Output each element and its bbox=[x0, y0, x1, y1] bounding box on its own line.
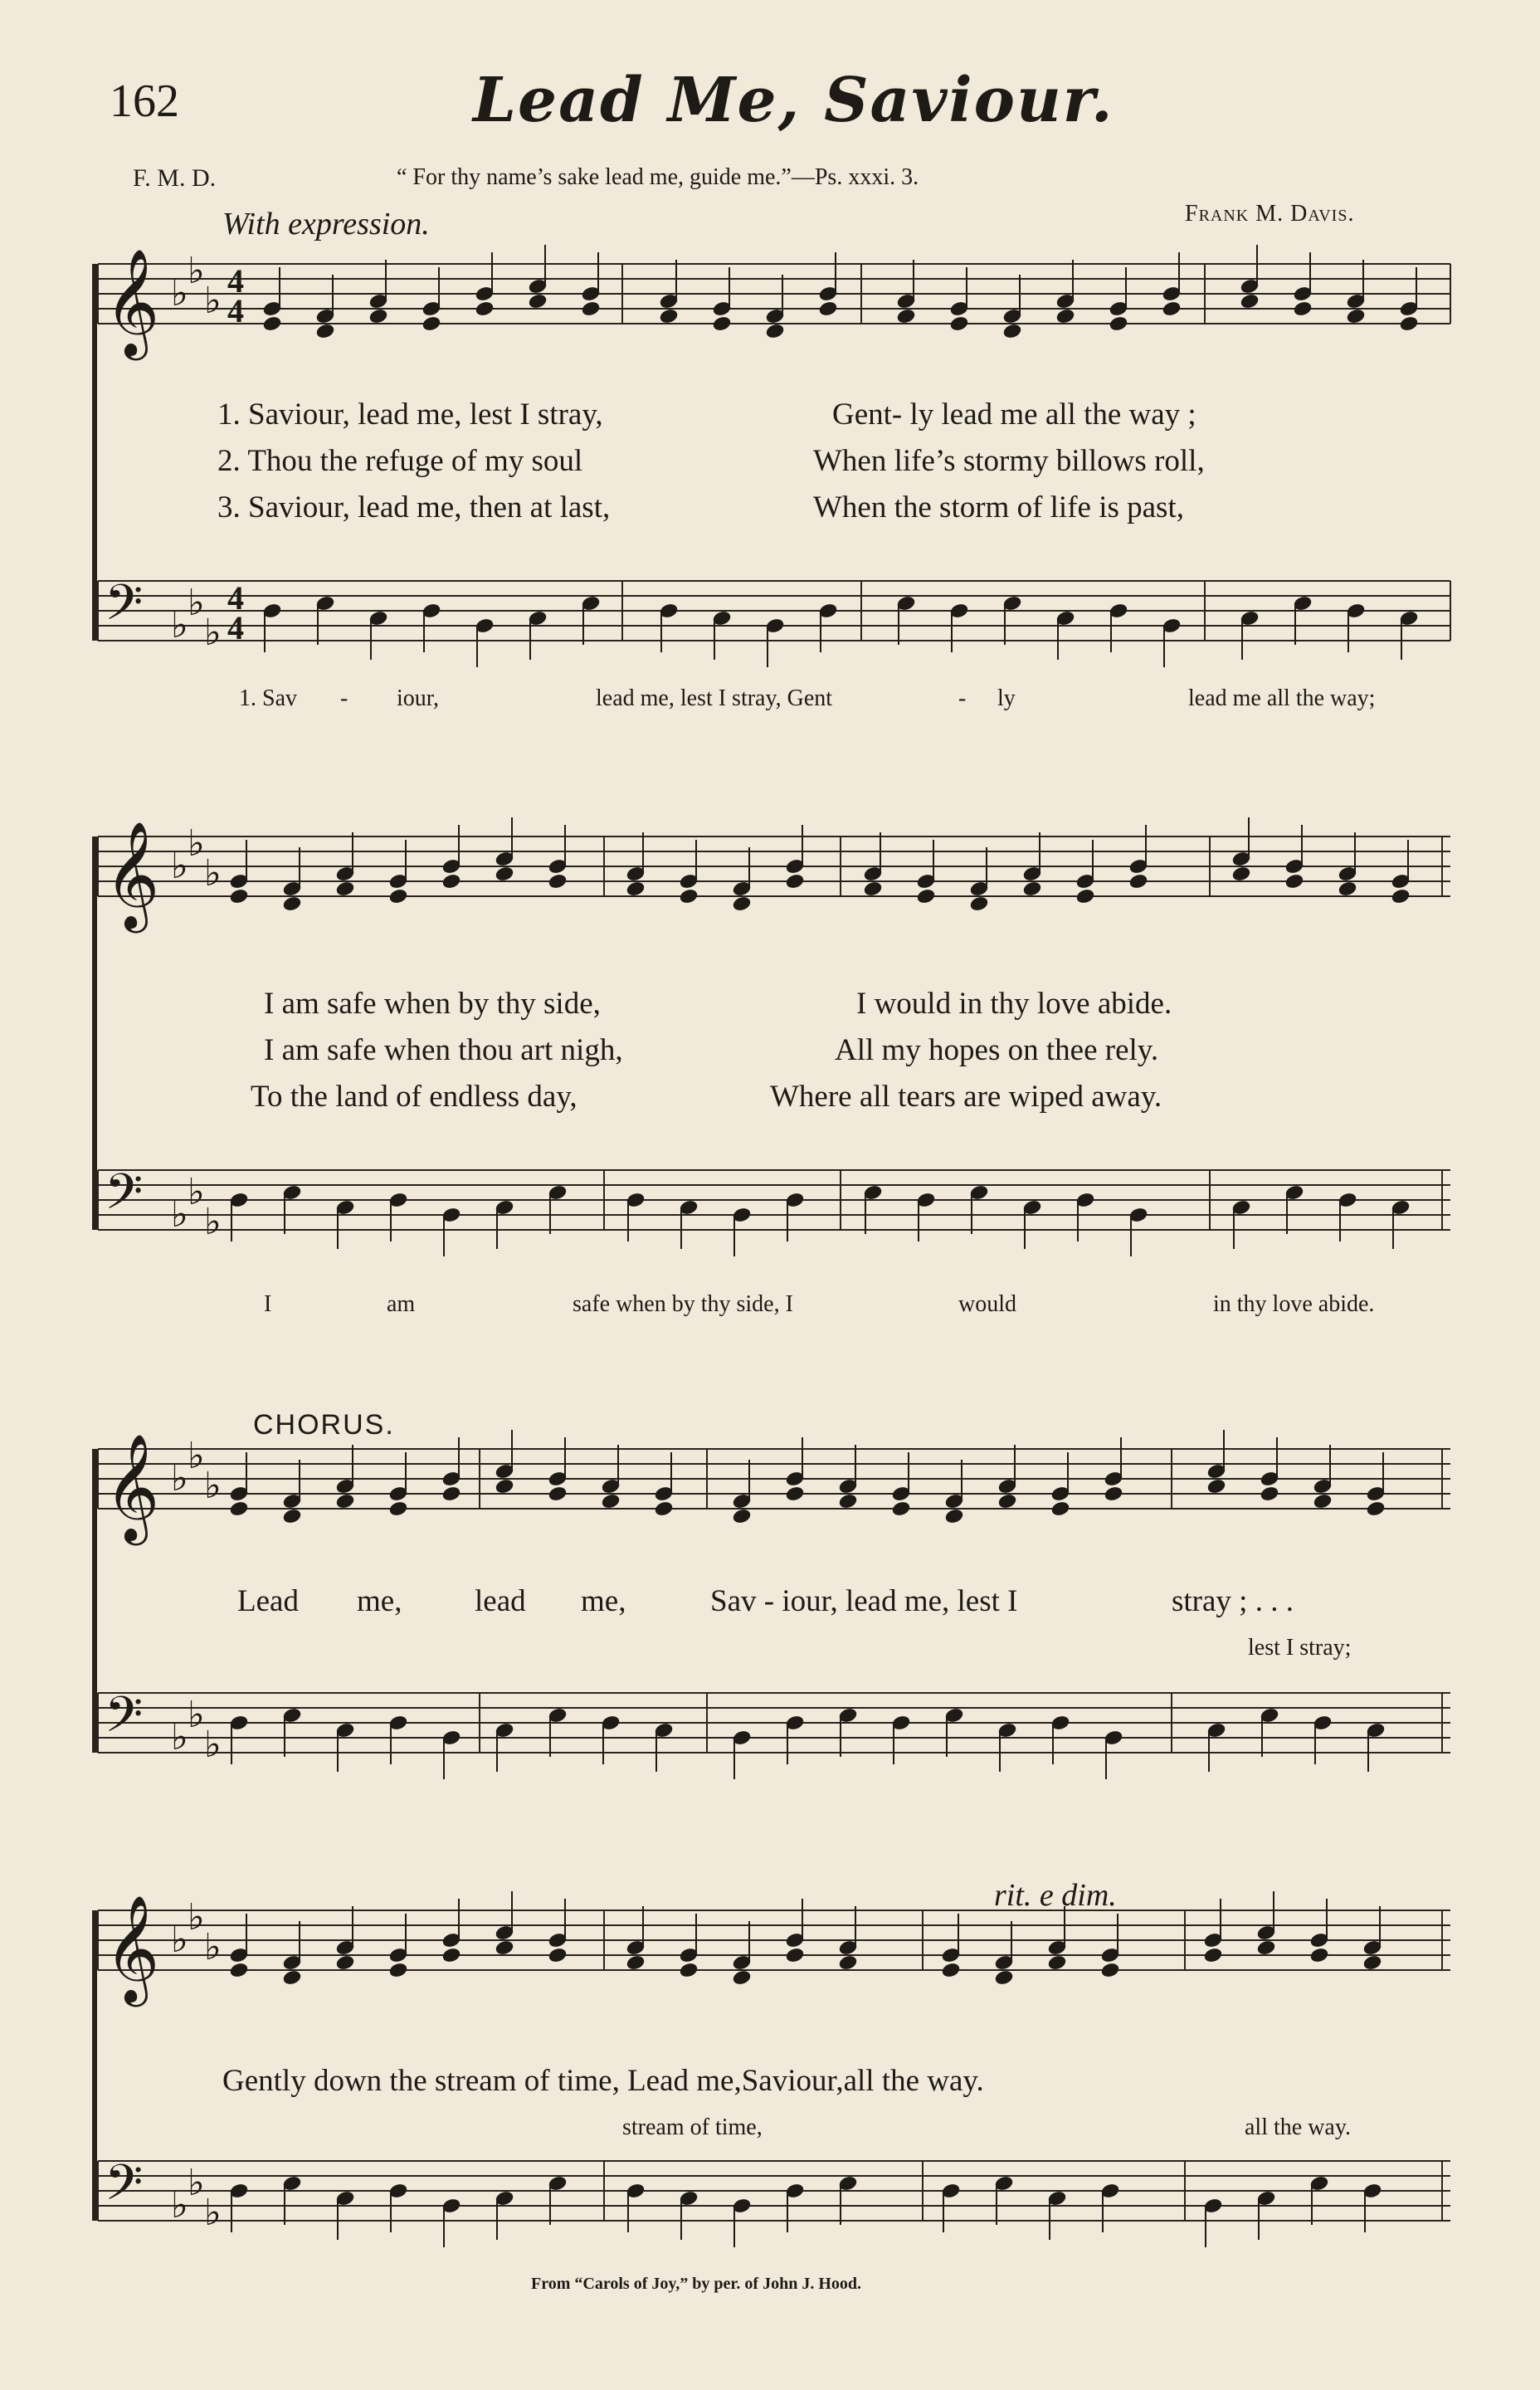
bass-word: - bbox=[340, 685, 348, 711]
note-head bbox=[1231, 866, 1251, 882]
note-head bbox=[1240, 293, 1260, 310]
note-head bbox=[1338, 880, 1357, 897]
flat-sign: ♭ bbox=[204, 1927, 222, 1968]
flat-sign: ♭ bbox=[171, 2185, 188, 2226]
note-head bbox=[838, 1954, 858, 1971]
note-head bbox=[1203, 1947, 1223, 1963]
note-head bbox=[896, 308, 916, 324]
note-head bbox=[495, 1478, 514, 1495]
note-head bbox=[1075, 888, 1095, 905]
flat-sign: ♭ bbox=[188, 583, 205, 623]
note-head bbox=[335, 1954, 355, 1971]
note-head bbox=[732, 1508, 752, 1524]
note-head bbox=[1050, 1500, 1070, 1517]
verse2-line2-a: I am safe when thou art nigh, bbox=[264, 1033, 623, 1067]
flat-sign: ♭ bbox=[171, 1717, 188, 1758]
note-head bbox=[548, 873, 568, 890]
time-signature: 4 bbox=[227, 292, 244, 329]
scripture-epigraph: “ For thy name’s sake lead me, guide me.”—Ps. xxxi. 3. bbox=[397, 164, 919, 190]
note-head bbox=[388, 1500, 408, 1517]
bass-word: lead me all the way; bbox=[1188, 685, 1376, 711]
flat-sign: ♭ bbox=[204, 280, 222, 321]
author-initials: F. M. D. bbox=[133, 164, 217, 192]
note-head bbox=[229, 1500, 249, 1517]
verse1-line1-b: Gent- ly lead me all the way ; bbox=[832, 398, 1196, 432]
note-head bbox=[335, 1493, 355, 1510]
note-head bbox=[1109, 315, 1128, 332]
bass-word: I bbox=[264, 1291, 272, 1317]
note-head bbox=[1366, 1500, 1386, 1517]
note-head bbox=[262, 315, 282, 332]
note-head bbox=[282, 1508, 302, 1524]
treble-clef: 𝄞 bbox=[105, 251, 160, 354]
tempo-marking: With expression. bbox=[222, 207, 430, 241]
note-head bbox=[679, 888, 699, 905]
chorus-label: CHORUS. bbox=[253, 1409, 395, 1441]
note-head bbox=[785, 873, 805, 890]
treble-clef: 𝄞 bbox=[105, 824, 160, 927]
note-head bbox=[863, 880, 883, 897]
flat-sign: ♭ bbox=[204, 1724, 222, 1765]
bass-word: ly bbox=[997, 685, 1016, 711]
chorus-word: lead bbox=[475, 1584, 526, 1618]
note-head bbox=[388, 1962, 408, 1978]
flat-sign: ♭ bbox=[188, 1172, 205, 1212]
note-head bbox=[1313, 1493, 1333, 1510]
flat-sign: ♭ bbox=[204, 1466, 222, 1506]
bass-clef: 𝄢 bbox=[105, 2156, 144, 2222]
note-head bbox=[785, 1485, 805, 1502]
note-head bbox=[581, 300, 601, 317]
flat-sign: ♭ bbox=[204, 1202, 222, 1242]
ritardando-marking: rit. e dim. bbox=[994, 1878, 1117, 1913]
footer-credit: From “Carols of Joy,” by per. of John J. Hood. bbox=[531, 2275, 861, 2293]
chorus-word: Sav - iour, lead me, lest I bbox=[710, 1584, 1018, 1618]
time-signature: 4 bbox=[227, 579, 244, 617]
note-head bbox=[1104, 1485, 1123, 1502]
chorus-word: me, bbox=[581, 1584, 626, 1618]
note-head bbox=[1100, 1962, 1120, 1978]
note-head bbox=[1284, 873, 1304, 890]
note-head bbox=[626, 1954, 646, 1971]
note-head bbox=[949, 315, 969, 332]
note-head bbox=[335, 880, 355, 897]
verse3-line1-b: When the storm of life is past, bbox=[813, 490, 1184, 524]
note-head bbox=[1391, 888, 1411, 905]
flat-sign: ♭ bbox=[188, 1695, 205, 1735]
time-signature: 4 bbox=[227, 262, 244, 300]
bass-clef: 𝄢 bbox=[105, 1688, 144, 1754]
note-head bbox=[441, 1485, 461, 1502]
verse1-line2-b: I would in thy love abide. bbox=[856, 987, 1172, 1021]
note-head bbox=[1256, 1939, 1276, 1956]
flat-sign: ♭ bbox=[171, 273, 188, 314]
chorus-word: me, bbox=[357, 1584, 402, 1618]
bass-word: lest I stray; bbox=[1248, 1635, 1352, 1661]
chorus-word: Lead bbox=[237, 1584, 299, 1618]
bass-word: am bbox=[387, 1291, 416, 1317]
note-head bbox=[732, 1969, 752, 1986]
note-head bbox=[732, 895, 752, 912]
note-head bbox=[997, 1493, 1017, 1510]
flat-sign: ♭ bbox=[204, 612, 222, 653]
note-head bbox=[1260, 1485, 1279, 1502]
note-head bbox=[838, 1493, 858, 1510]
note-head bbox=[388, 888, 408, 905]
note-head bbox=[1293, 300, 1313, 317]
bass-clef: 𝄢 bbox=[105, 1165, 144, 1232]
note-head bbox=[654, 1500, 674, 1517]
note-head bbox=[1346, 308, 1366, 324]
chorus-line: Gently down the stream of time, Lead me,Saviour,all the way. bbox=[222, 2064, 984, 2098]
note-head bbox=[1399, 315, 1419, 332]
bass-word: lead me, lest I stray, Gent bbox=[596, 685, 833, 711]
verse3-line2-a: To the land of endless day, bbox=[251, 1080, 578, 1114]
bass-word: all the way. bbox=[1245, 2114, 1352, 2140]
note-head bbox=[712, 315, 732, 332]
note-head bbox=[441, 873, 461, 890]
bass-word: stream of time, bbox=[622, 2114, 763, 2140]
note-head bbox=[944, 1508, 964, 1524]
note-head bbox=[969, 895, 989, 912]
verse3-line1-a: 3. Saviour, lead me, then at last, bbox=[217, 490, 611, 524]
bass-word: safe when by thy side, I bbox=[573, 1291, 793, 1317]
note-head bbox=[785, 1947, 805, 1963]
bass-word: - bbox=[958, 685, 967, 711]
note-head bbox=[818, 300, 838, 317]
note-head bbox=[1128, 873, 1148, 890]
note-head bbox=[528, 293, 548, 310]
flat-sign: ♭ bbox=[188, 2163, 205, 2203]
note-head bbox=[229, 888, 249, 905]
note-head bbox=[282, 1969, 302, 1986]
note-head bbox=[315, 323, 335, 339]
note-head bbox=[659, 308, 679, 324]
note-head bbox=[1047, 1954, 1067, 1971]
bass-clef: 𝄢 bbox=[105, 576, 144, 642]
note-head bbox=[1309, 1947, 1329, 1963]
bass-word: in thy love abide. bbox=[1213, 1291, 1375, 1317]
flat-sign: ♭ bbox=[171, 1458, 188, 1499]
flat-sign: ♭ bbox=[171, 605, 188, 646]
note-head bbox=[548, 1947, 568, 1963]
note-head bbox=[1362, 1954, 1382, 1971]
note-head bbox=[282, 895, 302, 912]
note-head bbox=[1002, 323, 1022, 339]
note-head bbox=[1162, 300, 1182, 317]
bass-word: 1. Sav bbox=[239, 685, 297, 711]
verse2-line1-b: When life’s stormy billows roll, bbox=[813, 444, 1205, 478]
flat-sign: ♭ bbox=[171, 1194, 188, 1235]
treble-clef: 𝄞 bbox=[105, 1436, 160, 1539]
note-head bbox=[548, 1485, 568, 1502]
flat-sign: ♭ bbox=[171, 846, 188, 886]
flat-sign: ♭ bbox=[188, 1436, 205, 1476]
note-head bbox=[765, 323, 785, 339]
flat-sign: ♭ bbox=[188, 1897, 205, 1938]
note-head bbox=[1206, 1478, 1226, 1495]
note-head bbox=[679, 1962, 699, 1978]
treble-clef: 𝄞 bbox=[105, 1898, 160, 2001]
verse1-line2-a: I am safe when by thy side, bbox=[264, 987, 601, 1021]
note-head bbox=[441, 1947, 461, 1963]
flat-sign: ♭ bbox=[204, 2192, 222, 2233]
note-head bbox=[891, 1500, 911, 1517]
time-signature: 4 bbox=[227, 609, 244, 646]
verse3-line2-b: Where all tears are wiped away. bbox=[770, 1080, 1162, 1114]
flat-sign: ♭ bbox=[204, 853, 222, 894]
flat-sign: ♭ bbox=[171, 1919, 188, 1960]
verse1-line1-a: 1. Saviour, lead me, lest I stray, bbox=[217, 398, 603, 432]
note-head bbox=[601, 1493, 621, 1510]
note-head bbox=[1055, 308, 1075, 324]
note-head bbox=[916, 888, 936, 905]
note-head bbox=[941, 1962, 961, 1978]
note-head bbox=[994, 1969, 1014, 1986]
note-head bbox=[1022, 880, 1042, 897]
flat-sign: ♭ bbox=[188, 823, 205, 864]
verse2-line1-a: 2. Thou the refuge of my soul bbox=[217, 444, 583, 478]
note-head bbox=[495, 866, 514, 882]
chorus-word: stray ; . . . bbox=[1172, 1584, 1294, 1618]
bass-word: would bbox=[958, 1291, 1016, 1317]
note-head bbox=[495, 1939, 514, 1956]
note-head bbox=[229, 1962, 249, 1978]
hymn-title: Lead Me, Saviour. bbox=[473, 65, 1114, 136]
note-head bbox=[368, 308, 388, 324]
note-head bbox=[422, 315, 441, 332]
flat-sign: ♭ bbox=[188, 251, 205, 291]
composer-name: Frank M. Davis. bbox=[1185, 201, 1355, 227]
note-head bbox=[475, 300, 495, 317]
verse2-line2-b: All my hopes on thee rely. bbox=[835, 1033, 1159, 1067]
page-number: 162 bbox=[110, 76, 179, 127]
bass-word: iour, bbox=[397, 685, 439, 711]
note-head bbox=[626, 880, 646, 897]
